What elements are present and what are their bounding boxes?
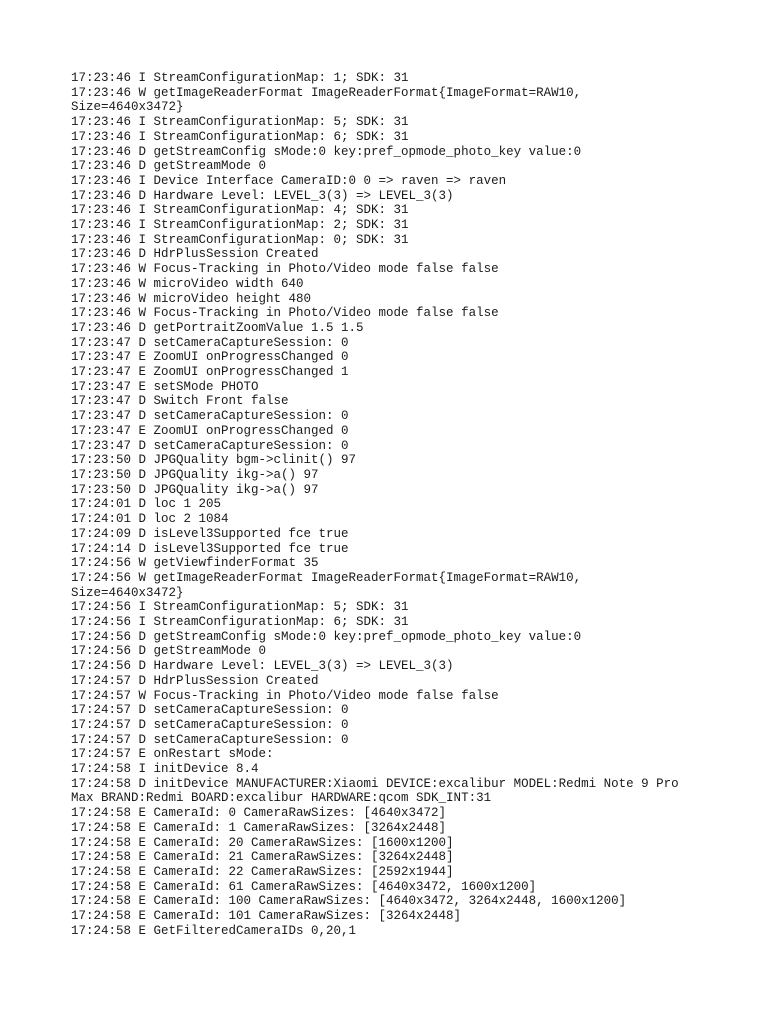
log-line: 17:24:57 W Focus-Tracking in Photo/Video mode false false <box>71 688 499 703</box>
log-line: 17:24:57 D setCameraCaptureSession: 0 <box>71 717 349 732</box>
log-line: Max BRAND:Redmi BOARD:excalibur HARDWARE:qcom SDK_INT:31 <box>71 791 492 806</box>
log-line: 17:24:56 W getViewfinderFormat 35 <box>71 556 319 571</box>
log-document <box>71 71 751 938</box>
log-line: 17:24:57 D setCameraCaptureSession: 0 <box>71 732 349 747</box>
log-line: 17:23:47 D setCameraCaptureSession: 0 <box>71 438 349 453</box>
log-line: 17:23:46 D HdrPlusSession Created <box>71 247 319 262</box>
log-line: 17:24:56 I StreamConfigurationMap: 5; SDK: 31 <box>71 600 409 615</box>
log-line: 17:24:58 E CameraId: 101 CameraRawSizes: [3264x2448] <box>71 909 462 924</box>
log-line: 17:24:58 I initDevice 8.4 <box>71 762 259 777</box>
log-line: 17:24:01 D loc 1 205 <box>71 497 222 512</box>
log-line: 17:23:46 D getStreamConfig sMode:0 key:pref_opmode_photo_key value:0 <box>71 144 582 159</box>
log-line: 17:24:58 E GetFilteredCameraIDs 0,20,1 <box>71 923 357 938</box>
log-line: 17:23:46 W Focus-Tracking in Photo/Video mode false false <box>71 262 499 277</box>
log-line: 17:24:58 D initDevice MANUFACTURER:Xiaomi DEVICE:excalibur MODEL:Redmi Note 9 Pro <box>71 776 679 791</box>
log-line: 17:24:58 E CameraId: 100 CameraRawSizes: [4640x3472, 3264x2448, 1600x1200] <box>71 894 627 909</box>
log-line: 17:24:57 E onRestart sMode: <box>71 747 274 762</box>
log-line: 17:24:56 I StreamConfigurationMap: 6; SDK: 31 <box>71 615 409 630</box>
log-line: 17:24:57 D HdrPlusSession Created <box>71 673 319 688</box>
log-line: 17:23:46 W microVideo height 480 <box>71 291 312 306</box>
log-line: 17:24:58 E CameraId: 20 CameraRawSizes: [1600x1200] <box>71 835 454 850</box>
log-line: 17:23:46 I StreamConfigurationMap: 2; SDK: 31 <box>71 218 409 233</box>
log-line: 17:24:56 D getStreamMode 0 <box>71 644 267 659</box>
log-line: 17:23:46 I StreamConfigurationMap: 6; SDK: 31 <box>71 129 409 144</box>
log-line: 17:24:58 E CameraId: 1 CameraRawSizes: [3264x2448] <box>71 820 447 835</box>
log-line: 17:23:46 I StreamConfigurationMap: 0; SDK: 31 <box>71 232 409 247</box>
log-line: 17:23:46 W Focus-Tracking in Photo/Video mode false false <box>71 306 499 321</box>
log-line: 17:23:50 D JPGQuality bgm->clinit() 97 <box>71 453 357 468</box>
log-line: 17:23:47 E ZoomUI onProgressChanged 0 <box>71 350 349 365</box>
log-line: 17:24:58 E CameraId: 0 CameraRawSizes: [4640x3472] <box>71 806 447 821</box>
log-line: 17:23:46 D Hardware Level: LEVEL_3(3) => LEVEL_3(3) <box>71 188 454 203</box>
log-line: 17:24:56 D Hardware Level: LEVEL_3(3) => LEVEL_3(3) <box>71 659 454 674</box>
log-line: 17:23:46 I Device Interface CameraID:0 0 => raven => raven <box>71 173 507 188</box>
log-line: 17:23:46 I StreamConfigurationMap: 4; SDK: 31 <box>71 203 409 218</box>
log-lines <box>71 71 751 938</box>
log-line: 17:24:58 E CameraId: 61 CameraRawSizes: [4640x3472, 1600x1200] <box>71 879 537 894</box>
log-line: 17:23:46 I StreamConfigurationMap: 1; SDK: 31 <box>71 71 409 85</box>
log-line: 17:24:56 D getStreamConfig sMode:0 key:pref_opmode_photo_key value:0 <box>71 629 582 644</box>
log-line: 17:23:47 E ZoomUI onProgressChanged 0 <box>71 423 349 438</box>
log-line: Size=4640x3472} <box>71 585 184 600</box>
log-line: 17:24:56 W getImageReaderFormat ImageReaderFormat{ImageFormat=RAW10, <box>71 570 582 585</box>
log-line: 17:24:57 D setCameraCaptureSession: 0 <box>71 703 349 718</box>
log-line: 17:24:58 E CameraId: 22 CameraRawSizes: [2592x1944] <box>71 864 454 879</box>
log-line: 17:23:47 D Switch Front false <box>71 394 289 409</box>
log-line: Size=4640x3472} <box>71 100 184 115</box>
log-line: 17:23:46 I StreamConfigurationMap: 5; SDK: 31 <box>71 115 409 130</box>
log-line: 17:24:14 D isLevel3Supported fce true <box>71 541 349 556</box>
log-line: 17:24:01 D loc 2 1084 <box>71 512 229 527</box>
log-line: 17:23:47 E ZoomUI onProgressChanged 1 <box>71 365 349 380</box>
log-line: 17:24:58 E CameraId: 21 CameraRawSizes: [3264x2448] <box>71 850 454 865</box>
log-line: 17:23:47 D setCameraCaptureSession: 0 <box>71 409 349 424</box>
log-line: 17:23:46 W microVideo width 640 <box>71 276 304 291</box>
log-line: 17:23:46 W getImageReaderFormat ImageReaderFormat{ImageFormat=RAW10, <box>71 85 582 100</box>
log-line: 17:24:09 D isLevel3Supported fce true <box>71 526 349 541</box>
log-line: 17:23:46 D getPortraitZoomValue 1.5 1.5 <box>71 320 364 335</box>
log-line: 17:23:47 D setCameraCaptureSession: 0 <box>71 335 349 350</box>
log-line: 17:23:50 D JPGQuality ikg->a() 97 <box>71 482 319 497</box>
log-line: 17:23:46 D getStreamMode 0 <box>71 159 267 174</box>
log-line: 17:23:47 E setSMode PHOTO <box>71 379 259 394</box>
log-line: 17:23:50 D JPGQuality ikg->a() 97 <box>71 467 319 482</box>
